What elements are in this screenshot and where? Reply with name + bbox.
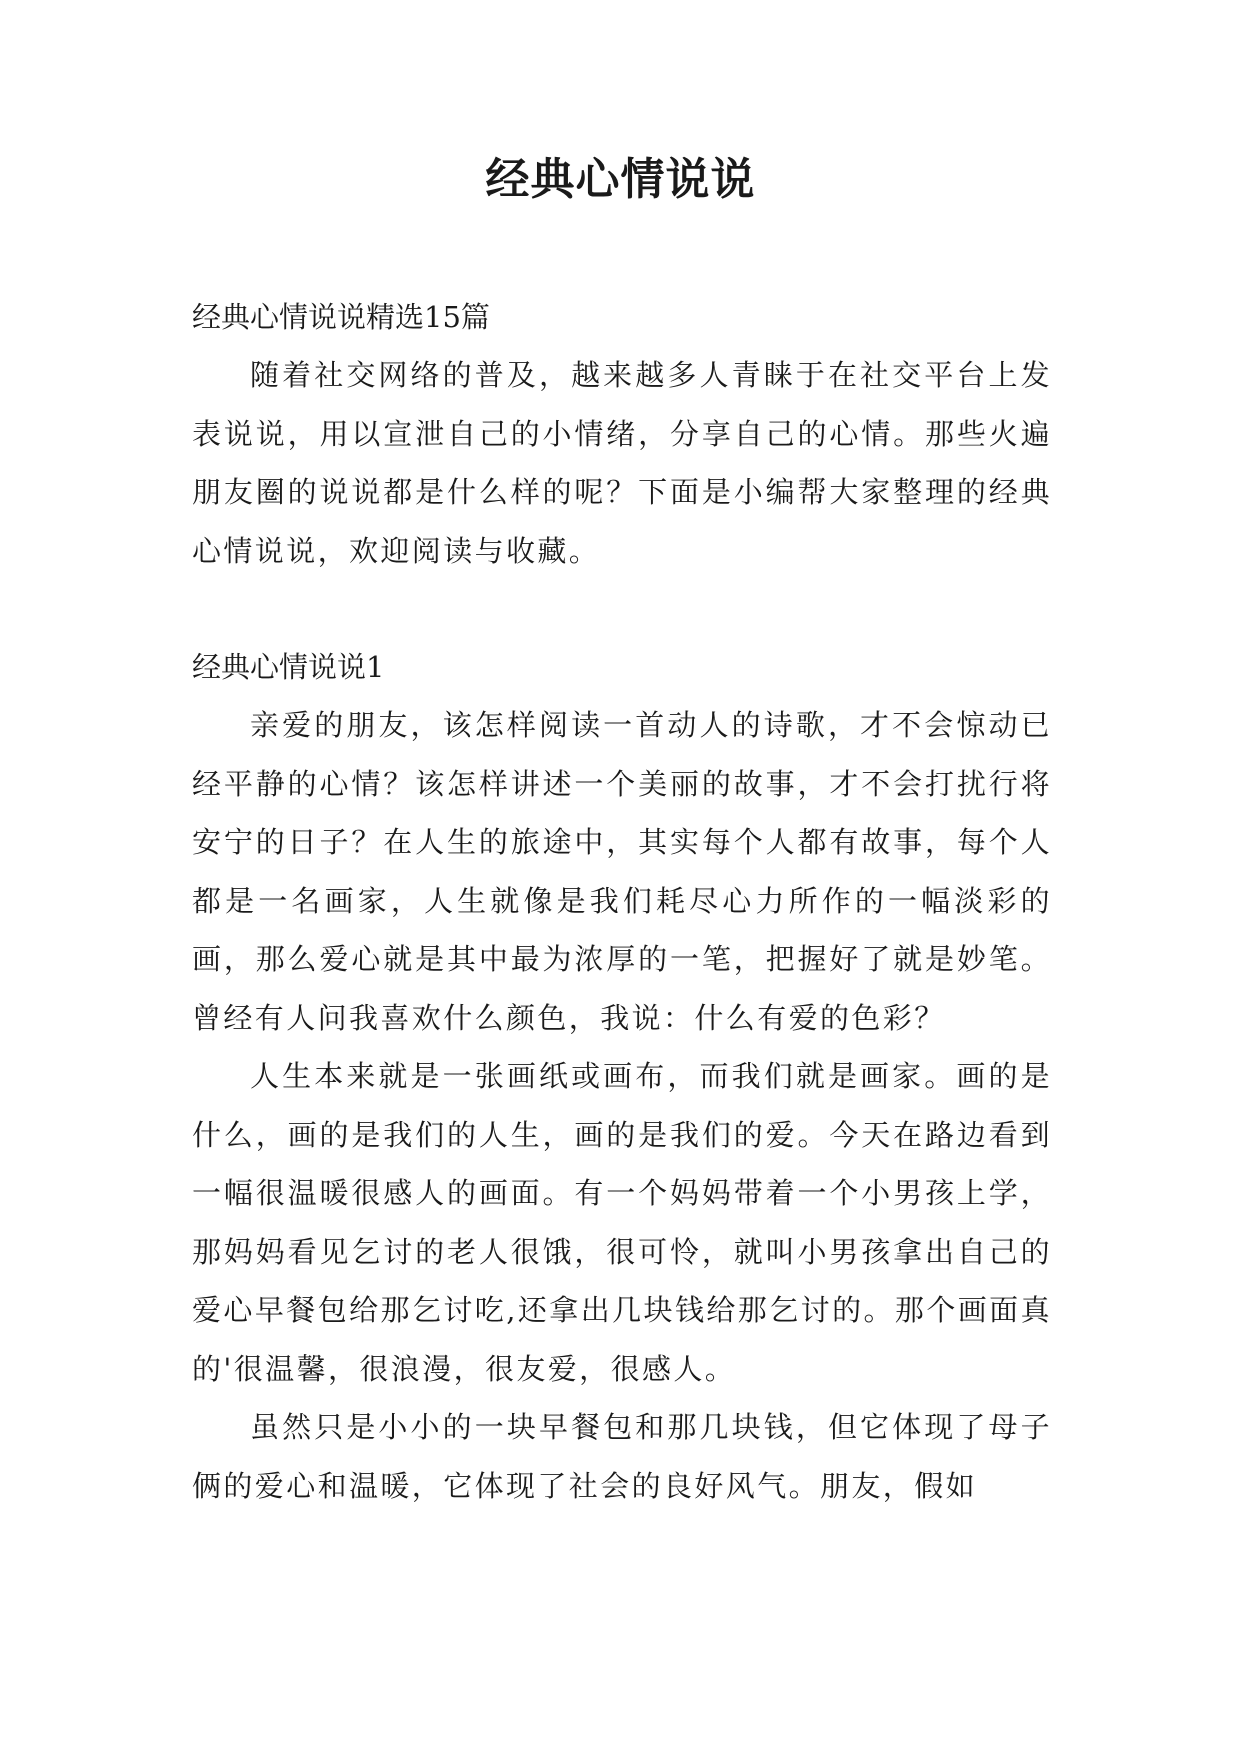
body-paragraph: 虽然只是小小的一块早餐包和那几块钱，但它体现了母子俩的爱心和温暖，它体现了社会的良好风气。朋友，假如 bbox=[192, 1410, 1052, 1503]
section-heading: 经典心情说说1 bbox=[192, 650, 385, 684]
document-body bbox=[192, 288, 1052, 1515]
body-paragraph: 亲爱的朋友，该怎样阅读一首动人的诗歌，才不会惊动已经平静的心情？该怎样讲述一个美丽的故事，才不会打扰行将安宁的日子？在人生的旅途中，其实每个人都有故事，每个人都是一名画家，人生就像是我们耗尽心力所作的一幅淡彩的画，那么爱心就是其中最为浓厚的一笔，把握好了就是妙笔。曾经有人问我喜欢什么颜色，我说：什么有爱的色彩？ bbox=[192, 708, 1052, 1035]
body-paragraph: 人生本来就是一张画纸或画布，而我们就是画家。画的是什么，画的是我们的人生，画的是我们的爱。今天在路边看到一幅很温暖很感人的画面。有一个妈妈带着一个小男孩上学，那妈妈看见乞讨的老人很饿，很可怜，就叫小男孩拿出自己的爱心早餐包给那乞讨吃,还拿出几块钱给那乞讨的。那个画面真的'很温馨，很浪漫，很友爱，很感人。 bbox=[192, 1059, 1052, 1386]
intro-paragraph: 随着社交网络的普及，越来越多人青睐于在社交平台上发表说说，用以宣泄自己的小情绪，分享自己的心情。那些火遍朋友圈的说说都是什么样的呢？下面是小编帮大家整理的经典心情说说，欢迎阅读与收藏。 bbox=[192, 358, 1052, 568]
page-title: 经典心情说说 bbox=[485, 154, 756, 205]
section-spacer bbox=[192, 580, 1052, 638]
subtitle: 经典心情说说精选15篇 bbox=[192, 300, 490, 334]
